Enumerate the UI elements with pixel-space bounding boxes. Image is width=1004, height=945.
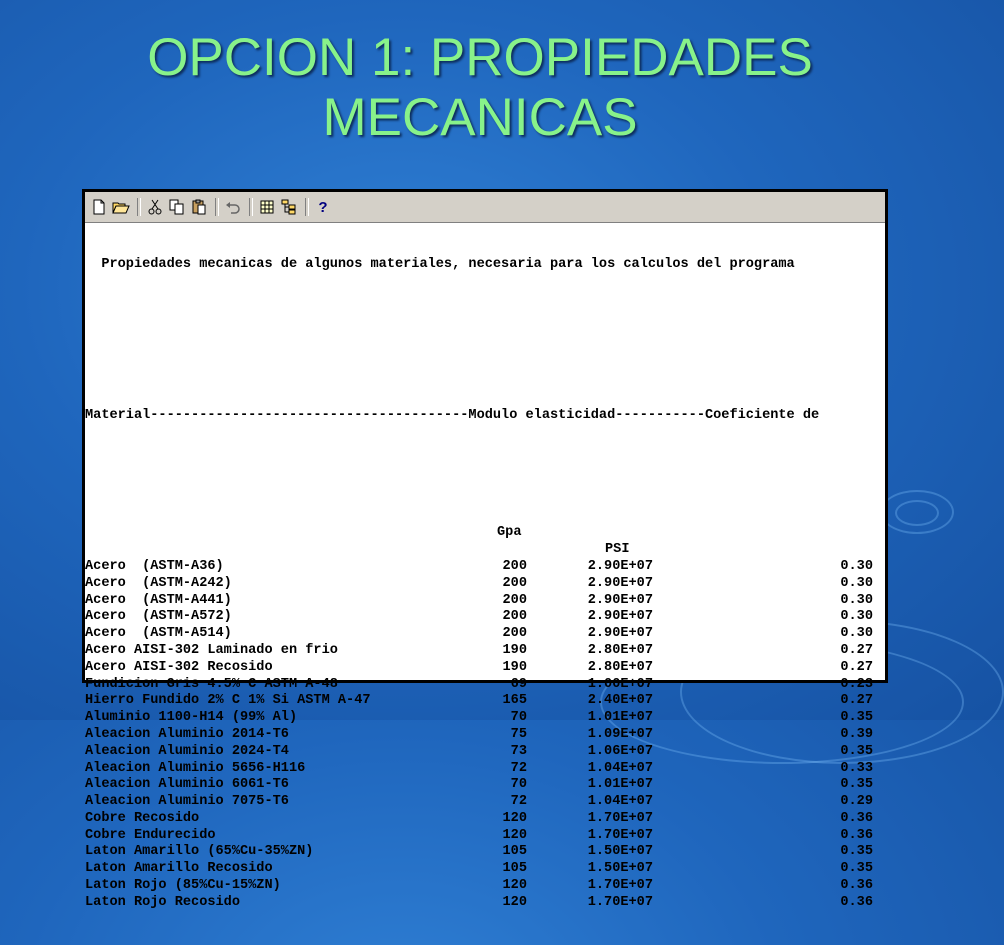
material-cell: Aleacion Aluminio 7075-T6 <box>85 794 289 810</box>
material-cell: Acero (ASTM-A36) <box>85 558 224 574</box>
blank-line <box>85 357 885 374</box>
psi-cell: 1.04E+07 <box>587 794 653 810</box>
material-cell: Aleacion Aluminio 6061-T6 <box>85 777 289 793</box>
material-cell: Aleacion Aluminio 5656-H116 <box>85 760 306 776</box>
gpa-cell: 200 <box>502 558 527 574</box>
toolbar-separator <box>215 198 219 216</box>
psi-cell: 1.70E+07 <box>587 810 653 826</box>
toolbar <box>85 192 885 223</box>
material-cell: Acero AISI-302 Recosido <box>85 659 273 675</box>
material-cell: Acero AISI-302 Laminado en frio <box>85 642 338 658</box>
poisson-coef-cell: 0.35 <box>840 710 873 726</box>
poisson-coef-cell: 0.23 <box>840 676 873 692</box>
poisson-coef-cell: 0.33 <box>840 760 873 776</box>
psi-cell: 2.80E+07 <box>587 642 653 658</box>
toolbar-separator <box>305 198 309 216</box>
unit-gpa: Gpa <box>497 525 522 541</box>
program-window <box>82 189 888 910</box>
psi-cell: 1.01E+07 <box>587 710 653 726</box>
table-row <box>85 744 885 761</box>
gpa-cell: 72 <box>510 760 527 776</box>
poisson-coef-cell: 0.27 <box>840 642 873 658</box>
poisson-coef-cell: 0.30 <box>840 558 873 574</box>
slide-title-line-2: MECANICAS <box>322 88 638 147</box>
water-ripple-decoration <box>895 500 939 526</box>
help-label: ? <box>318 198 328 216</box>
blank-line <box>85 458 885 475</box>
table-row <box>85 794 885 811</box>
materials-table <box>85 559 885 912</box>
slide-title-line-1: OPCION 1: PROPIEDADES <box>147 28 813 87</box>
gpa-cell: 200 <box>502 609 527 625</box>
table-row <box>85 761 885 778</box>
psi-cell: 1.04E+07 <box>587 760 653 776</box>
table-row <box>85 609 885 626</box>
material-cell: Acero (ASTM-A242) <box>85 575 232 591</box>
poisson-coef-cell: 0.35 <box>840 743 873 759</box>
table-row <box>85 878 885 895</box>
gpa-cell: 200 <box>502 626 527 642</box>
psi-cell: 2.90E+07 <box>587 626 653 642</box>
undo-icon[interactable] <box>223 197 243 217</box>
poisson-coef-cell: 0.36 <box>840 878 873 894</box>
psi-cell: 1.00E+07 <box>587 676 653 692</box>
psi-cell: 1.50E+07 <box>587 861 653 877</box>
poisson-coef-cell: 0.30 <box>840 592 873 608</box>
new-file-icon[interactable] <box>89 197 109 217</box>
poisson-coef-cell: 0.29 <box>840 794 873 810</box>
material-cell: Laton Rojo Recosido <box>85 894 240 910</box>
gpa-cell: 120 <box>502 878 527 894</box>
gpa-cell: 190 <box>502 642 527 658</box>
gpa-cell: 190 <box>502 659 527 675</box>
poisson-coef-cell: 0.27 <box>840 659 873 675</box>
poisson-coef-cell: 0.36 <box>840 810 873 826</box>
material-cell: Acero (ASTM-A572) <box>85 609 232 625</box>
table-row <box>85 559 885 576</box>
psi-cell: 1.06E+07 <box>587 743 653 759</box>
units-row <box>85 509 885 558</box>
help-icon[interactable] <box>313 197 333 217</box>
psi-cell: 1.70E+07 <box>587 878 653 894</box>
table-row <box>85 593 885 610</box>
gpa-cell: 75 <box>510 726 527 742</box>
table-row <box>85 626 885 643</box>
gpa-cell: 200 <box>502 575 527 591</box>
table-row <box>85 727 885 744</box>
material-cell: Aleacion Aluminio 2014-T6 <box>85 726 289 742</box>
poisson-coef-cell: 0.35 <box>840 861 873 877</box>
psi-cell: 2.90E+07 <box>587 609 653 625</box>
gpa-cell: 70 <box>510 777 527 793</box>
psi-cell: 2.40E+07 <box>587 693 653 709</box>
gpa-cell: 70 <box>510 710 527 726</box>
psi-cell: 1.09E+07 <box>587 726 653 742</box>
material-cell: Aleacion Aluminio 2024-T4 <box>85 743 289 759</box>
psi-cell: 2.80E+07 <box>587 659 653 675</box>
material-cell: Hierro Fundido 2% C 1% Si ASTM A-47 <box>85 693 371 709</box>
poisson-coef-cell: 0.39 <box>840 726 873 742</box>
table-row <box>85 811 885 828</box>
gpa-cell: 120 <box>502 810 527 826</box>
tree-icon[interactable] <box>279 197 299 217</box>
toolbar-separator <box>137 198 141 216</box>
intro-text: Propiedades mecanicas de algunos materiales, necesaria para los calculos del programa <box>85 256 795 272</box>
table-row <box>85 693 885 710</box>
poisson-coef-cell: 0.30 <box>840 575 873 591</box>
open-folder-icon[interactable] <box>111 197 131 217</box>
table-row <box>85 710 885 727</box>
table-row <box>85 828 885 845</box>
poisson-coef-cell: 0.35 <box>840 844 873 860</box>
poisson-coef-cell: 0.30 <box>840 609 873 625</box>
text-content <box>85 223 885 945</box>
gpa-cell: 105 <box>502 861 527 877</box>
gpa-cell: 105 <box>502 844 527 860</box>
material-cell: Laton Amarillo Recosido <box>85 861 273 877</box>
slide-title <box>0 28 960 148</box>
table-row <box>85 576 885 593</box>
psi-cell: 1.50E+07 <box>587 844 653 860</box>
poisson-coef-cell: 0.36 <box>840 894 873 910</box>
table-row <box>85 660 885 677</box>
toolbar-separator <box>249 198 253 216</box>
psi-cell: 2.90E+07 <box>587 558 653 574</box>
table-row <box>85 895 885 912</box>
poisson-coef-cell: 0.27 <box>840 693 873 709</box>
table-row <box>85 677 885 694</box>
material-cell: Cobre Endurecido <box>85 827 216 843</box>
material-cell: Laton Amarillo (65%Cu-35%ZN) <box>85 844 314 860</box>
blank-line <box>85 307 885 324</box>
psi-cell: 1.01E+07 <box>587 777 653 793</box>
gpa-cell: 200 <box>502 592 527 608</box>
material-cell: Aluminio 1100-H14 (99% Al) <box>85 710 298 726</box>
material-cell: Acero (ASTM-A441) <box>85 592 232 608</box>
table-row <box>85 643 885 660</box>
poisson-coef-cell: 0.36 <box>840 827 873 843</box>
table-row <box>85 861 885 878</box>
gpa-cell: 165 <box>502 693 527 709</box>
poisson-coef-cell: 0.35 <box>840 777 873 793</box>
table-row <box>85 844 885 861</box>
material-cell: Acero (ASTM-A514) <box>85 626 232 642</box>
gpa-cell: 69 <box>510 676 527 692</box>
poisson-coef-cell: 0.30 <box>840 626 873 642</box>
psi-cell: 2.90E+07 <box>587 575 653 591</box>
gpa-cell: 120 <box>502 827 527 843</box>
psi-cell: 1.70E+07 <box>587 894 653 910</box>
unit-psi: PSI <box>605 542 630 558</box>
table-row <box>85 777 885 794</box>
cut-icon[interactable] <box>145 197 165 217</box>
table-header: Material---------------------------------------Modulo elasticidad-----------Coeficiente de <box>85 407 820 423</box>
psi-cell: 2.90E+07 <box>587 592 653 608</box>
material-cell: Laton Rojo (85%Cu-15%ZN) <box>85 878 281 894</box>
material-cell: Fundicion Gris 4.5% C ASTM A-48 <box>85 676 338 692</box>
gpa-cell: 73 <box>510 743 527 759</box>
gpa-cell: 120 <box>502 894 527 910</box>
paste-icon[interactable] <box>189 197 209 217</box>
gpa-cell: 72 <box>510 794 527 810</box>
grid-icon[interactable] <box>257 197 277 217</box>
psi-cell: 1.70E+07 <box>587 827 653 843</box>
copy-icon[interactable] <box>167 197 187 217</box>
material-cell: Cobre Recosido <box>85 810 200 826</box>
